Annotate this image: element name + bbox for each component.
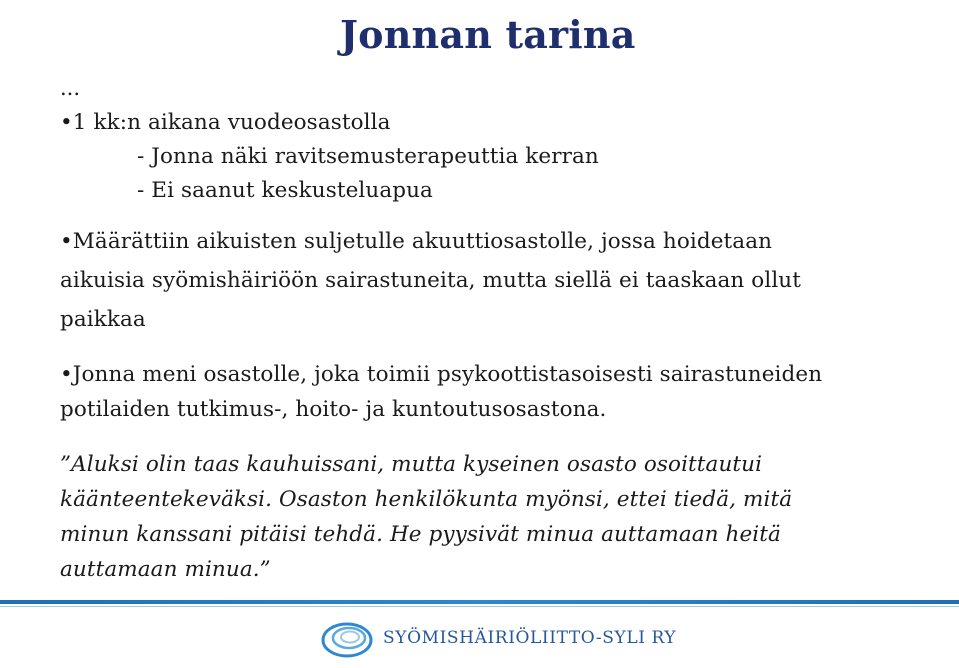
- footer-divider: [0, 600, 959, 604]
- quote-line-3: minun kanssani pitäisi tehdä. He pyysivät minua auttamaan heitä: [60, 522, 781, 547]
- swirl-logo-icon: [320, 618, 374, 666]
- bullet-2-line-3: paikkaa: [60, 307, 146, 332]
- bullet-3-line-1: •Jonna meni osastolle, joka toimii psykoottistasoisesti sairastuneiden: [60, 362, 823, 387]
- bullet-1: •1 kk:n aikana vuodeosastolla: [60, 110, 391, 135]
- footer-divider-thin: [0, 606, 959, 607]
- bullet-2-line-2: aikuisia syömishäiriöön sairastuneita, mutta siellä ei taaskaan ollut: [60, 268, 801, 293]
- quote-line-2: käänteentekeväksi. Osaston henkilökunta myönsi, ettei tiedä, mitä: [60, 487, 793, 512]
- page-title: Jonnan tarina: [340, 12, 636, 57]
- sub-bullet-1: - Jonna näki ravitsemusterapeuttia kerran: [137, 144, 599, 169]
- brand-name: SYÖMISHÄIRIÖLIITTO-SYLI RY: [383, 628, 677, 648]
- bullet-3-line-2: potilaiden tutkimus-, hoito- ja kuntoutusosastona.: [60, 397, 607, 422]
- sub-bullet-2: - Ei saanut keskusteluapua: [137, 178, 433, 203]
- quote-line-1: ”Aluksi olin taas kauhuissani, mutta kyseinen osasto osoittautui: [60, 452, 763, 477]
- bullet-2-line-1: •Määrättiin aikuisten suljetulle akuuttiosastolle, jossa hoidetaan: [60, 229, 773, 254]
- quote-line-4: auttamaan minua.”: [60, 557, 271, 582]
- ellipsis: ...: [60, 76, 81, 100]
